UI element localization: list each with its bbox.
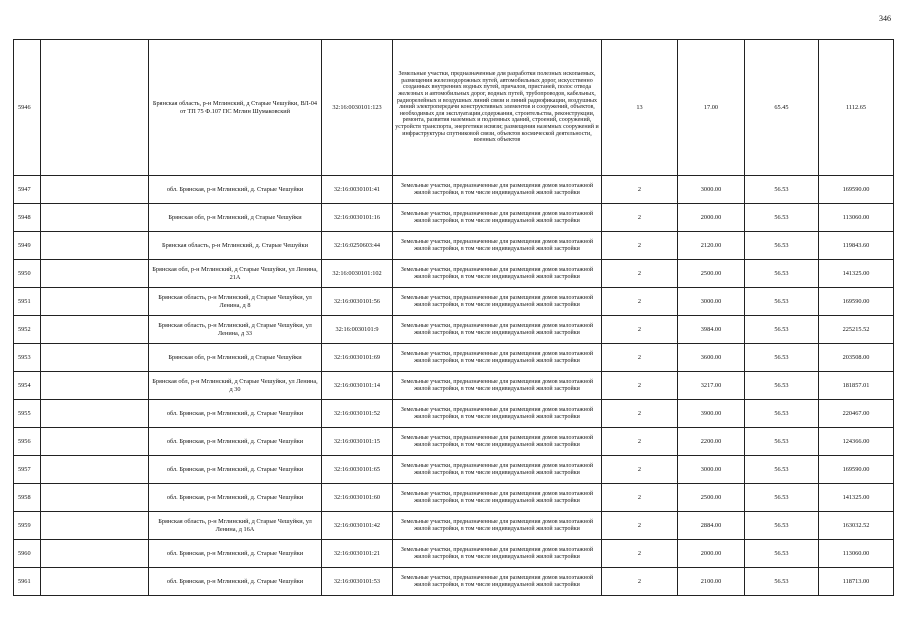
group-code-cell: 2 [602,204,678,232]
area-cell: 2200.00 [678,428,745,456]
address-cell: обл. Брянская, р-н Мглинский, д. Старые Чешуйки [149,484,322,512]
cadastral-value-cell: 124366.00 [819,428,894,456]
table-row [14,400,894,428]
cadastral-value-cell: 141325.00 [819,260,894,288]
table-row [14,288,894,316]
row-number: 5946 [14,40,41,176]
specific-value-cell: 56.53 [745,232,819,260]
address-cell: обл. Брянская, р-н Мглинский, д. Старые Чешуйки [149,400,322,428]
cadastral-number-cell: 32:16:0030101:102 [322,260,393,288]
blank-cell [41,40,149,176]
blank-cell [41,428,149,456]
specific-value-cell: 56.53 [745,456,819,484]
cadastral-number-cell: 32:16:0030101:14 [322,372,393,400]
address-cell: обл. Брянская, р-н Мглинский, д. Старые Чешуйки [149,568,322,596]
land-use-cell: Земельные участки, предназначенные для размещения домов малоэтажной жилой застройки, в том числе индивидуальной жилой застройки [393,344,602,372]
group-code-cell: 2 [602,484,678,512]
area-cell: 2500.00 [678,484,745,512]
table-row [14,316,894,344]
land-use-cell: Земельные участки, предназначенные для разработки полезных ископаемых, размещения железнодорожных путей, автомобильных дорог, искусственно созданных внутренних водных путей, причалов, пристаней, полос отвода железных и автомобильных дорог, водных путей, трубопроводов, кабельных, радиорелейных и воздушных линий связи и линий радиофикации, воздушных линий электропередачи конструктивных элементов и сооружений, объектов, необходимых для эксплуатации,содержания, строительства, реконструкции, ремонта, развития наземных и подземных зданий, строений, сооружений, устройств транспорта, энергетики исвязи; размещения наземных сооружений и инфраструктуры спутниковой связи, объектов космической деятельности, военных объектов [393,40,602,176]
cadastral-value-cell: 141325.00 [819,484,894,512]
blank-cell [41,176,149,204]
blank-cell [41,316,149,344]
address-cell: Брянская область, р-н Мглинский, д Старые Чешуйки, ул Ленина, д 8 [149,288,322,316]
land-use-cell: Земельные участки, предназначенные для размещения домов малоэтажной жилой застройки, в том числе индивидуальной жилой застройки [393,204,602,232]
table-row [14,428,894,456]
blank-cell [41,512,149,540]
cadastral-number-cell: 32:16:0030101:16 [322,204,393,232]
specific-value-cell: 56.53 [745,428,819,456]
area-cell: 2884.00 [678,512,745,540]
blank-cell [41,260,149,288]
cadastral-number-cell: 32:16:0250603:44 [322,232,393,260]
row-number: 5956 [14,428,41,456]
group-code-cell: 2 [602,568,678,596]
specific-value-cell: 65.45 [745,40,819,176]
blank-cell [41,288,149,316]
cadastral-number-cell: 32:16:0030101:123 [322,40,393,176]
area-cell: 3984.00 [678,316,745,344]
address-cell: обл. Брянская, р-н Мглинский, д. Старые Чешуйки [149,456,322,484]
cadastral-number-cell: 32:16:0030101:52 [322,400,393,428]
cadastral-value-cell: 220467.00 [819,400,894,428]
group-code-cell: 2 [602,288,678,316]
group-code-cell: 2 [602,400,678,428]
area-cell: 3000.00 [678,288,745,316]
area-cell: 3000.00 [678,456,745,484]
cadastral-value-cell: 203508.00 [819,344,894,372]
table-row [14,232,894,260]
cadastral-number-cell: 32:16:0030101:60 [322,484,393,512]
land-use-cell: Земельные участки, предназначенные для размещения домов малоэтажной жилой застройки, в том числе индивидуальной жилой застройки [393,568,602,596]
cadastral-value-cell: 1112.65 [819,40,894,176]
land-use-cell: Земельные участки, предназначенные для размещения домов малоэтажной жилой застройки, в том числе индивидуальной жилой застройки [393,456,602,484]
specific-value-cell: 56.53 [745,512,819,540]
group-code-cell: 2 [602,428,678,456]
cadastral-value-table [13,39,894,596]
group-code-cell: 2 [602,540,678,568]
table-row [14,204,894,232]
table-row [14,344,894,372]
row-number: 5947 [14,176,41,204]
specific-value-cell: 56.53 [745,176,819,204]
land-use-cell: Земельные участки, предназначенные для размещения домов малоэтажной жилой застройки, в том числе индивидуальной жилой застройки [393,540,602,568]
address-cell: обл. Брянская, р-н Мглинский, д. Старые Чешуйки [149,540,322,568]
row-number: 5952 [14,316,41,344]
cadastral-value-cell: 225215.52 [819,316,894,344]
row-number: 5953 [14,344,41,372]
row-number: 5960 [14,540,41,568]
group-code-cell: 2 [602,260,678,288]
area-cell: 2000.00 [678,540,745,568]
address-cell: Брянская область, р-н Мглинский, д Старые Чешуйки, ВЛ-04 от ТП 75 Ф.107 ПС Мглин Шумаковский [149,40,322,176]
cadastral-number-cell: 32:16:0030101:69 [322,344,393,372]
group-code-cell: 2 [602,512,678,540]
blank-cell [41,232,149,260]
specific-value-cell: 56.53 [745,540,819,568]
table-row [14,512,894,540]
group-code-cell: 2 [602,372,678,400]
cadastral-value-cell: 169590.00 [819,456,894,484]
row-number: 5955 [14,400,41,428]
group-code-cell: 2 [602,344,678,372]
cadastral-number-cell: 32:16:0030101:15 [322,428,393,456]
area-cell: 3600.00 [678,344,745,372]
specific-value-cell: 56.53 [745,372,819,400]
area-cell: 17.00 [678,40,745,176]
address-cell: обл. Брянская, р-н Мглинский, д. Старые Чешуйки [149,428,322,456]
blank-cell [41,484,149,512]
address-cell: Брянская обл, р-н Мглинский, д Старые Чешуйки [149,344,322,372]
table-row [14,40,894,176]
table-row [14,568,894,596]
area-cell: 3217.00 [678,372,745,400]
land-use-cell: Земельные участки, предназначенные для размещения домов малоэтажной жилой застройки, в том числе индивидуальной жилой застройки [393,400,602,428]
land-use-cell: Земельные участки, предназначенные для размещения домов малоэтажной жилой застройки, в том числе индивидуальной жилой застройки [393,232,602,260]
table-row [14,456,894,484]
group-code-cell: 13 [602,40,678,176]
land-use-cell: Земельные участки, предназначенные для размещения домов малоэтажной жилой застройки, в том числе индивидуальной жилой застройки [393,316,602,344]
cadastral-number-cell: 32:16:0030101:56 [322,288,393,316]
specific-value-cell: 56.53 [745,260,819,288]
row-number: 5949 [14,232,41,260]
table-row [14,540,894,568]
address-cell: Брянская область, р-н Мглинский, д. Старые Чешуйки [149,232,322,260]
cadastral-number-cell: 32:16:0030101:42 [322,512,393,540]
row-number: 5950 [14,260,41,288]
table-row [14,484,894,512]
row-number: 5951 [14,288,41,316]
cadastral-value-cell: 169590.00 [819,288,894,316]
land-use-cell: Земельные участки, предназначенные для размещения домов малоэтажной жилой застройки, в том числе индивидуальной жилой застройки [393,428,602,456]
land-use-cell: Земельные участки, предназначенные для размещения домов малоэтажной жилой застройки, в том числе индивидуальной жилой застройки [393,512,602,540]
group-code-cell: 2 [602,456,678,484]
blank-cell [41,372,149,400]
cadastral-value-cell: 113060.00 [819,204,894,232]
address-cell: Брянская обл, р-н Мглинский, д Старые Чешуйки [149,204,322,232]
area-cell: 3000.00 [678,176,745,204]
cadastral-number-cell: 32:16:0030101:9 [322,316,393,344]
cadastral-value-cell: 119843.60 [819,232,894,260]
specific-value-cell: 56.53 [745,204,819,232]
cadastral-number-cell: 32:16:0030101:53 [322,568,393,596]
specific-value-cell: 56.53 [745,400,819,428]
cadastral-number-cell: 32:16:0030101:41 [322,176,393,204]
group-code-cell: 2 [602,316,678,344]
blank-cell [41,204,149,232]
row-number: 5959 [14,512,41,540]
cadastral-value-cell: 169590.00 [819,176,894,204]
row-number: 5954 [14,372,41,400]
area-cell: 2000.00 [678,204,745,232]
cadastral-value-cell: 181857.01 [819,372,894,400]
specific-value-cell: 56.53 [745,568,819,596]
page-number: 346 [879,14,891,23]
cadastral-value-cell: 163032.52 [819,512,894,540]
table-row [14,176,894,204]
cadastral-number-cell: 32:16:0030101:21 [322,540,393,568]
area-cell: 2500.00 [678,260,745,288]
specific-value-cell: 56.53 [745,484,819,512]
land-use-cell: Земельные участки, предназначенные для размещения домов малоэтажной жилой застройки, в том числе индивидуальной жилой застройки [393,288,602,316]
land-use-cell: Земельные участки, предназначенные для размещения домов малоэтажной жилой застройки, в том числе индивидуальной жилой застройки [393,372,602,400]
address-cell: Брянская обл, р-н Мглинский, д Старые Чешуйки, ул Ленина, 21А [149,260,322,288]
cadastral-value-cell: 118713.00 [819,568,894,596]
table-body [14,40,894,596]
group-code-cell: 2 [602,176,678,204]
table-row [14,260,894,288]
row-number: 5957 [14,456,41,484]
cadastral-number-cell: 32:16:0030101:65 [322,456,393,484]
area-cell: 3900.00 [678,400,745,428]
address-cell: Брянская область, р-н Мглинский, д Старые Чешуйки, ул Ленина, д 16А [149,512,322,540]
table-row [14,372,894,400]
blank-cell [41,400,149,428]
row-number: 5958 [14,484,41,512]
blank-cell [41,540,149,568]
area-cell: 2120.00 [678,232,745,260]
row-number: 5948 [14,204,41,232]
address-cell: Брянская область, р-н Мглинский, д Старые Чешуйки, ул Ленина, д 33 [149,316,322,344]
address-cell: обл. Брянская, р-н Мглинский, д. Старые Чешуйки [149,176,322,204]
specific-value-cell: 56.53 [745,288,819,316]
specific-value-cell: 56.53 [745,316,819,344]
cadastral-value-cell: 113060.00 [819,540,894,568]
group-code-cell: 2 [602,232,678,260]
land-use-cell: Земельные участки, предназначенные для размещения домов малоэтажной жилой застройки, в том числе индивидуальной жилой застройки [393,176,602,204]
blank-cell [41,568,149,596]
specific-value-cell: 56.53 [745,344,819,372]
blank-cell [41,344,149,372]
address-cell: Брянская обл, р-н Мглинский, д Старые Чешуйки, ул Ленина, д 30 [149,372,322,400]
blank-cell [41,456,149,484]
area-cell: 2100.00 [678,568,745,596]
land-use-cell: Земельные участки, предназначенные для размещения домов малоэтажной жилой застройки, в том числе индивидуальной жилой застройки [393,260,602,288]
row-number: 5961 [14,568,41,596]
land-use-cell: Земельные участки, предназначенные для размещения домов малоэтажной жилой застройки, в том числе индивидуальной жилой застройки [393,484,602,512]
